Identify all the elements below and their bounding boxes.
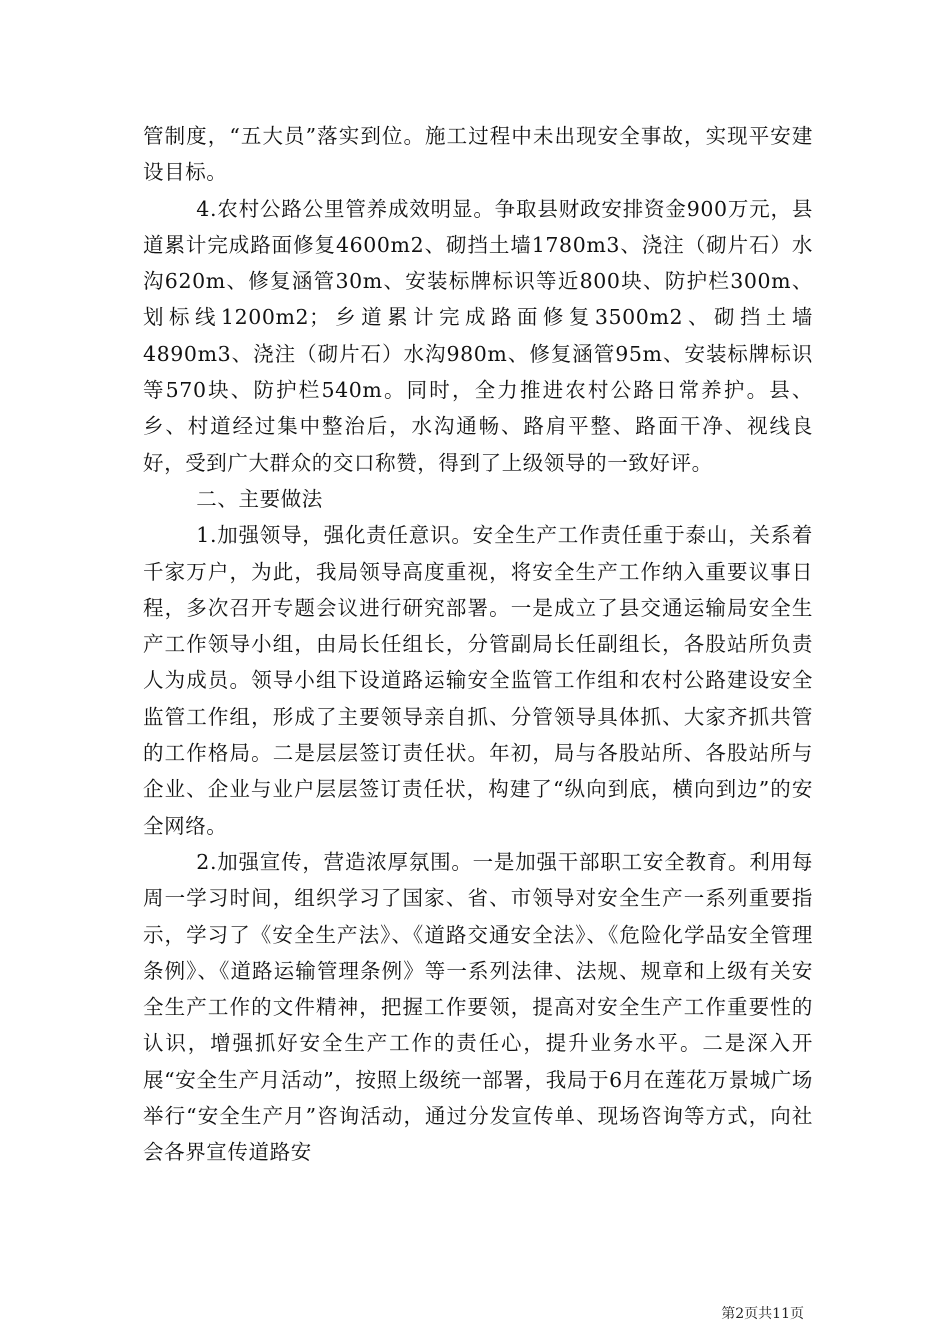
paragraph-continuation: 管制度，“五大员”落实到位。施工过程中未出现安全事故，实现平安建设目标。 xyxy=(143,124,813,185)
document-body xyxy=(143,118,813,1171)
paragraph-strengthen-publicity: 2.加强宣传，营造浓厚氛围。一是加强干部职工安全教育。利用每周一学习时间，组织学习了国家、省、市领导对安全生产一系列重要指示，学习了《安全生产法》、《道路交通安全法》、《危险化学品安全管理条例》、《道路运输管理条例》等一系列法律、法规、规章和上级有关安全生产工作的文件精神，把握工作要领，提高对安全生产工作重要性的认识，增强抓好安全生产工作的责任心，提升业务水平。二是深入开展“安全生产月活动”，按照上级统一部署，我局于6月在莲花万景城广场举行“安全生产月”咨询活动，通过分发宣传单、现场咨询等方式，向社会各界宣传道路安 xyxy=(143,849,813,1165)
section-heading-main-practices: 二、主要做法 xyxy=(196,486,323,511)
paragraph-strengthen-leadership: 1.加强领导，强化责任意识。安全生产工作责任重于泰山，关系着千家万户，为此，我局领导高度重视，将安全生产工作纳入重要议事日程，多次召开专题会议进行研究部署。一是成立了县交通运输局安全生产工作领导小组，由局长任组长，分管副局长任副组长，各股站所负责人为成员。领导小组下设道路运输安全监管工作组和农村公路建设安全监管工作组，形成了主要领导亲自抓、分管领导具体抓、大家齐抓共管的工作格局。二是层层签订责任状。年初，局与各股站所、各股站所与企业、企业与业户层层签订责任状，构建了“纵向到底，横向到边”的安全网络。 xyxy=(143,523,813,838)
page-number-footer: 第2页共11页 xyxy=(721,1306,804,1322)
paragraph-rural-road-maintenance: 4.农村公路公里管养成效明显。争取县财政安排资金900万元，县道累计完成路面修复4600m2、砌挡土墙1780m3、浇注（砌片石）水沟620m、修复涵管30m、安装标牌标识等近800块、防护栏300m、划标线1200m2；乡道累计完成路面修复3500m2、砌挡土墙4890m3、浇注（砌片石）水沟980m、修复涵管95m、安装标牌标识等570块、防护栏540m。同时，全力推进农村公路日常养护。县、乡、村道经过集中整治后，水沟通畅、路肩平整、路面干净、视线良好，受到广大群众的交口称赞，得到了上级领导的一致好评。 xyxy=(143,196,813,475)
